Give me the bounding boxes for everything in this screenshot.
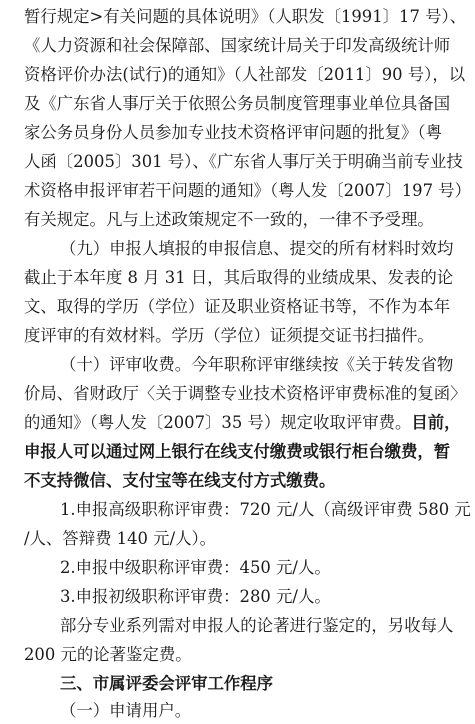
- text-line: 有关规定。凡与上述政策规定不一致的，一律不予受理。: [24, 210, 434, 229]
- text-line: 文、取得的学历（学位）证及职业资格证书等，不作为本年: [24, 297, 451, 316]
- text-line: 及《广东省人事厅关于依照公务员制度管理事业单位具备国: [24, 94, 451, 113]
- text-line: 200 元的论著鉴定费。: [24, 645, 192, 664]
- paragraph-ten-start: （十）评审收费。今年职称评审继续按《关于转发省物: [60, 355, 454, 374]
- paragraph-nine-start: （九）申报人填报的申报信息、提交的所有材料时效均: [60, 239, 454, 258]
- text-line: 资格评价办法(试行)的通知》（人社部发〔2011〕90 号），以: [24, 65, 466, 84]
- appraisal-fee-note: 部分专业系列需对申报人的论著进行鉴定的，另收每人: [60, 616, 454, 635]
- text-line: 暂行规定>有关问题的具体说明》（人职发〔1991〕17 号）、: [24, 7, 467, 26]
- payment-notice-bold: 不支持微信、支付宝等在线支付方式缴费。: [24, 471, 336, 490]
- text-line: /人、答辩费 140 元/人）。: [24, 529, 217, 548]
- fee-item-intermediate: 2.申报中级职称评审费：450 元/人。: [60, 558, 331, 577]
- text-line: 度评审的有效材料。学历（学位）证须提交证书扫描件。: [24, 326, 434, 345]
- text-line: 截止于本年度 8 月 31 日，其后取得的业绩成果、发表的论: [24, 268, 454, 287]
- fee-rule-text: 的通知》（粤人发〔2007〕35 号）规定收取评审费。: [24, 413, 412, 432]
- payment-notice-bold: 目前，: [411, 413, 461, 432]
- section-heading: 三、市属评委会评审工作程序: [60, 674, 274, 693]
- fee-item-junior: 3.申报初级职称评审费：280 元/人。: [60, 587, 331, 606]
- text-line: 价局、省财政厅〈关于调整专业技术资格评审费标准的复函〉: [24, 384, 467, 403]
- subsection-heading: （一）申请用户。: [60, 701, 192, 720]
- text-line: 家公务员身份人员参加专业技术资格评审问题的批复》（粤: [24, 123, 442, 142]
- fee-item-senior: 1.申报高级职称评审费：720 元/人（高级评审费 580 元: [60, 500, 471, 519]
- text-line: [24, 410, 475, 436]
- payment-notice-bold: 申报人可以通过网上银行在线支付缴费或银行柜台缴费，暂: [24, 442, 451, 461]
- text-line: 术资格申报评审若干问题的通知》（粤人发〔2007〕197 号）: [24, 181, 471, 200]
- text-line: 《人力资源和社会保障部、国家统计局关于印发高级统计师: [24, 36, 451, 55]
- text-line: 人函〔2005〕301 号）、《广东省人事厅关于明确当前专业技: [24, 152, 463, 171]
